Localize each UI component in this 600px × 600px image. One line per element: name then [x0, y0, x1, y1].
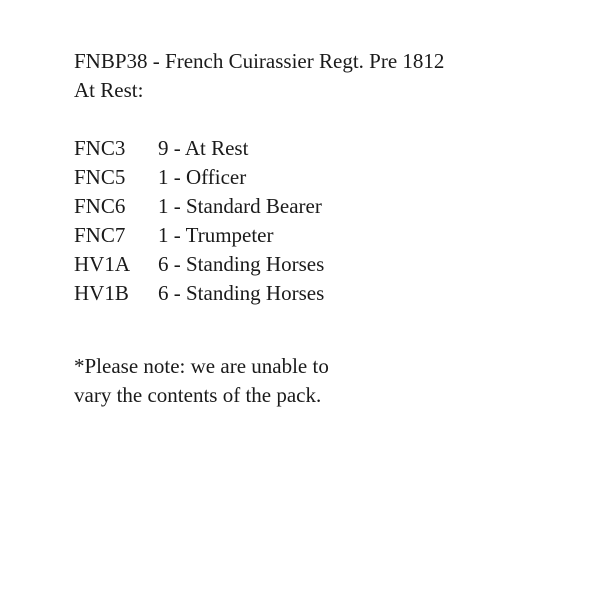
pack-description — [74, 47, 574, 410]
item-code: HV1B — [74, 281, 129, 305]
pack-note — [74, 352, 394, 410]
item-description: 1 - Standard Bearer — [158, 194, 322, 218]
list-item — [74, 250, 574, 279]
item-description: 6 - Standing Horses — [158, 281, 325, 305]
item-description: 9 - At Rest — [158, 136, 249, 160]
note-line-1: *Please note: we are unable to — [74, 354, 329, 378]
list-item — [74, 221, 574, 250]
list-item — [74, 163, 574, 192]
list-item — [74, 134, 574, 163]
list-item — [74, 279, 574, 308]
note-line-2: vary the contents of the pack. — [74, 383, 322, 407]
item-code: HV1A — [74, 252, 130, 276]
item-description: 6 - Standing Horses — [158, 252, 325, 276]
item-description: 1 - Officer — [158, 165, 247, 189]
item-code: FNC7 — [74, 223, 126, 247]
item-code: FNC6 — [74, 194, 126, 218]
pack-title: FNBP38 - French Cuirassier Regt. Pre 1812 — [74, 49, 445, 73]
pack-contents-list — [74, 134, 574, 308]
pack-subtitle: At Rest: — [74, 78, 144, 102]
item-code: FNC3 — [74, 136, 126, 160]
list-item — [74, 192, 574, 221]
item-code: FNC5 — [74, 165, 126, 189]
item-description: 1 - Trumpeter — [158, 223, 274, 247]
